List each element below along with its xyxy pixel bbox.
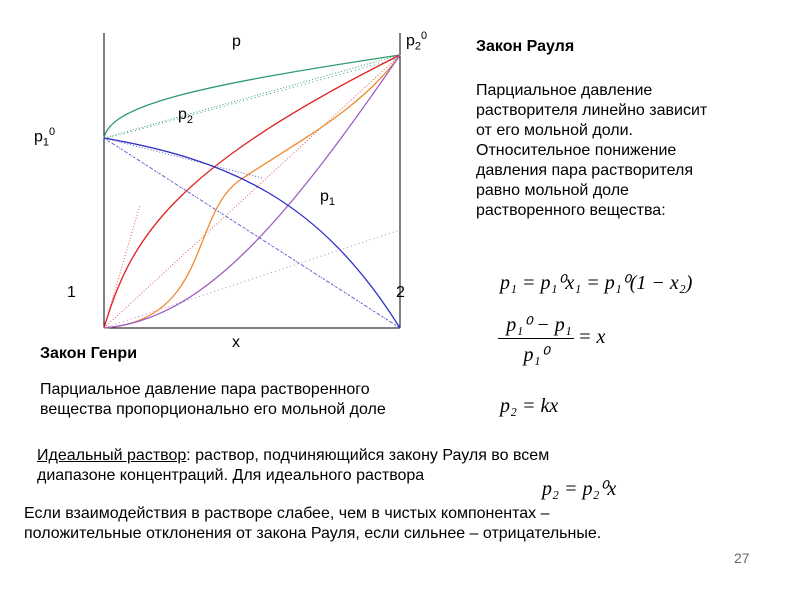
raoult-formula: p₁ = p₁⁰x₁ = p₁⁰(1 − x₂) — [500, 272, 693, 294]
raoult-title: Закон Рауля — [476, 38, 575, 55]
deviation-line-1: Если взаимодействия в растворе слабее, чем в чистых компонентах – — [24, 505, 550, 522]
label-p2 — [178, 106, 193, 126]
label-p2-0-p: p — [406, 32, 415, 50]
raoult-fraction-rhs: = x — [578, 326, 606, 348]
ideal-line-1-rest: : раствор, подчиняющийся закону Рауля во всем — [186, 447, 550, 464]
ideal-line-2: диапазоне концентраций. Для идеального раствора — [37, 467, 425, 484]
page-number: 27 — [734, 550, 750, 566]
ideal-formula: p₂ = p₂⁰x — [542, 478, 617, 500]
raoult-fraction-denominator: p₁⁰ — [523, 344, 549, 366]
label-p1-0-sup: 0 — [49, 126, 56, 138]
raoult-line: давления пара растворителя — [476, 162, 693, 179]
henry-text — [40, 380, 480, 420]
raoult-line: от его мольной доли. — [476, 122, 633, 139]
ideal-total-line — [104, 55, 400, 138]
axis-label-x: x — [232, 334, 240, 351]
deviation-line-2: положительные отклонения от закона Рауля, если сильнее – отрицательные. — [24, 525, 602, 542]
deviation-text — [24, 504, 784, 544]
label-p1 — [320, 188, 335, 208]
raoult-line: растворенного вещества: — [476, 202, 666, 219]
label-p1-0 — [34, 126, 55, 149]
henry-line: вещества пропорционально его мольной доле — [40, 401, 386, 418]
raoult-line: Относительное понижение — [476, 142, 677, 159]
label-p1-sub: 1 — [328, 196, 336, 209]
fraction-bar — [498, 338, 574, 339]
component-label-2: 2 — [396, 284, 405, 301]
ideal-line-1 — [37, 446, 717, 466]
raoult-line: растворителя линейно зависит — [476, 102, 708, 119]
label-p2-sub: 2 — [186, 114, 194, 127]
label-p2-0 — [406, 30, 427, 53]
henry-line: Парциальное давление пара растворенного — [40, 381, 370, 398]
axis-label-p: p — [232, 33, 241, 50]
henry-formula: p₂ = kx — [500, 395, 559, 417]
henry-title: Закон Генри — [40, 345, 138, 362]
label-p1-0-p: p — [34, 128, 43, 146]
raoult-text — [476, 81, 776, 221]
label-p2-0-sup: 0 — [421, 30, 428, 42]
raoult-line: равно мольной доле — [476, 182, 629, 199]
raoult-line: Парциальное давление — [476, 82, 653, 99]
label-p1-0-sub: 1 — [42, 136, 50, 149]
ideal-p2-line — [104, 55, 400, 328]
ideal-term: Идеальный раствор — [37, 447, 187, 464]
label-p2-p: p — [178, 106, 187, 123]
henry-tangent-blue — [104, 138, 262, 178]
henry-tangent-green — [108, 58, 400, 138]
raoult-fraction-numerator: p₁⁰ − p₁ — [506, 314, 572, 336]
label-p2-0-sub: 2 — [414, 40, 422, 53]
component-label-1: 1 — [67, 284, 76, 301]
label-p1-p: p — [320, 188, 329, 205]
